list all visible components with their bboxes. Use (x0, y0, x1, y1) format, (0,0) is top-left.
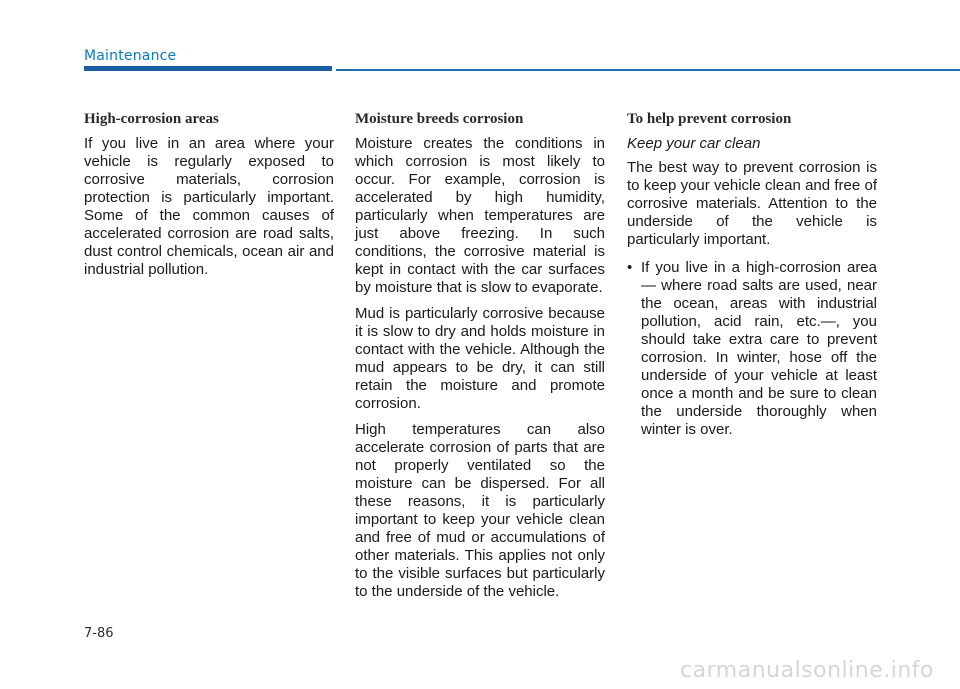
column-prevent-corrosion (627, 111, 877, 439)
heading-moisture: Moisture breeds corrosion (355, 111, 524, 127)
section-label: Maintenance (84, 48, 177, 64)
paragraph: High temperatures can also accelerate corrosion of parts that are not properly ventilated so the moisture can be dispersed. For all these reasons, it is particularly important to keep your vehicle clean and free of mud or accumulations of other materials. This applies not only to the visible surfaces but particularly to the underside of the vehicle. (355, 421, 605, 600)
watermark: carmanualsonline.info (680, 658, 934, 683)
header-rule-thin (336, 69, 960, 71)
list-item: • If you live in a high-corrosion area — where road salts are used, near the ocean, areas with industrial pollution, acid rain, etc.—, you should take extra care to prevent corrosion. In winter, hose off the underside of your vehicle at least once a month and be sure to clean the underside thoroughly when winter is over. (627, 259, 877, 439)
paragraph: The best way to prevent corrosion is to keep your vehicle clean and free of corrosive materials. Attention to the underside of the vehicle is particularly important. (627, 159, 877, 248)
heading-high-corrosion: High-corrosion areas (84, 111, 219, 127)
bullet-list (627, 259, 877, 439)
header-rule-thick (84, 66, 332, 71)
paragraph: Moisture creates the conditions in which corrosion is most likely to occur. For example, corrosion is accelerated by high humidity, particularly when temperatures are just above freezing. In such conditions, the corrosive material is kept in contact with the car surfaces by moisture that is slow to evaporate. (355, 135, 605, 296)
page-number: 7-86 (84, 626, 114, 641)
paragraph: Mud is particularly corrosive because it is slow to dry and holds moisture in contact with the vehicle. Although the mud appears to be dry, it can still retain the moisture and promote corrosion. (355, 305, 605, 412)
subheading-keep-clean: Keep your car clean (627, 135, 761, 152)
heading-prevent-corrosion: To help prevent corrosion (627, 111, 792, 127)
paragraph: If you live in an area where your vehicle is regularly exposed to corrosive materials, corrosion protection is particularly important. Some of the common causes of accelerated corrosion are road salts, dust control chemicals, ocean air and industrial pollution. (84, 135, 334, 278)
column-moisture (355, 111, 605, 609)
column-high-corrosion (84, 111, 334, 287)
